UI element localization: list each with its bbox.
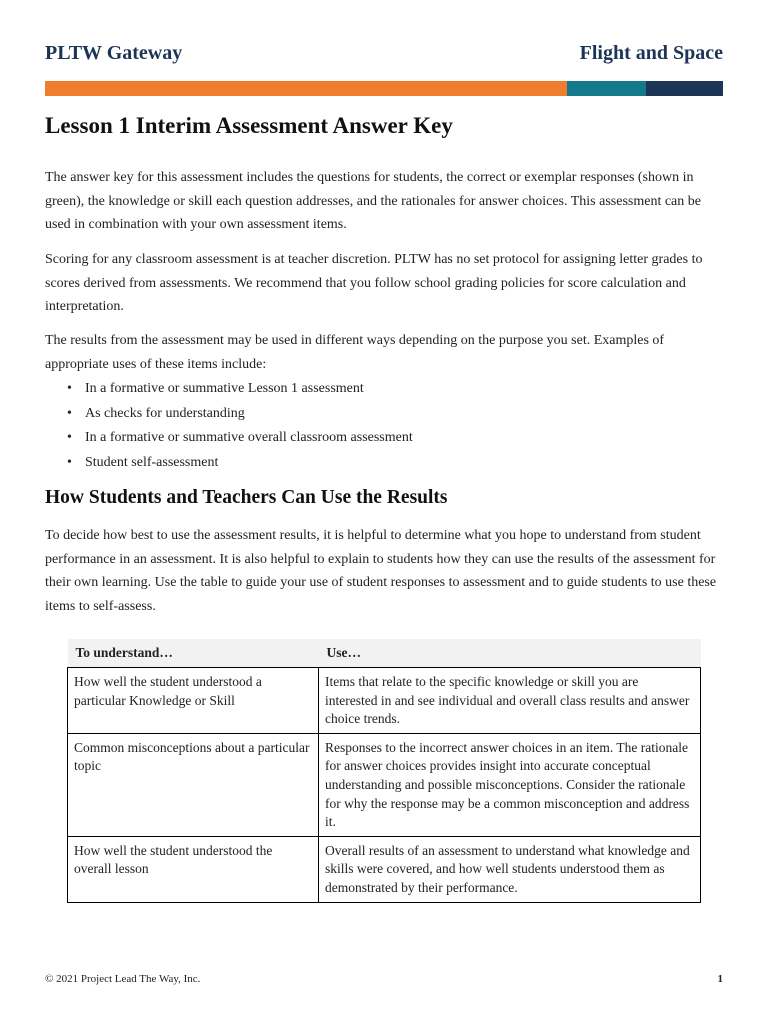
header-title-left: PLTW Gateway: [45, 42, 183, 64]
bullet-dot-icon: •: [67, 455, 72, 471]
intro-paragraph: The answer key for this assessment includes the questions for students, the correct or exemplar responses (shown in green), the knowledge or skill each question addresses, and the rationales for answer choices. This assessment can be used in combination with your own assessment items.: [45, 170, 701, 232]
table-header-cell: Use…: [319, 639, 701, 668]
document-title: Lesson 1 Interim Assessment Answer Key: [45, 113, 453, 138]
footer-copyright: © 2021 Project Lead The Way, Inc.: [45, 973, 201, 985]
header-color-bar: [45, 81, 723, 96]
table-cell: Common misconceptions about a particular topic: [68, 733, 319, 836]
bullet-item: [45, 402, 413, 427]
color-bar-orange-segment: [45, 81, 567, 96]
bullet-text: As checks for understanding: [85, 405, 245, 421]
bullet-dot-icon: •: [67, 430, 72, 446]
bullet-dot-icon: •: [67, 381, 72, 396]
bullet-text: In a formative or summative overall classroom assessment: [85, 430, 413, 446]
section-paragraph: To decide how best to use the assessment results, it is helpful to determine what you hope to understand from student performance in an assessment. It is also helpful to explain to students how they can use the results of the assessment for their own learning. Use the table to guide your use of student responses to assessment and to guide students to use these items to self-assess.: [45, 528, 717, 614]
header-title-right: Flight and Space: [579, 42, 723, 64]
table-header-cell: To understand…: [68, 639, 319, 668]
table-cell: Items that relate to the specific knowledge or skill you are interested in and see individual and overall class results and answer choice trends.: [319, 668, 701, 734]
table-cell: Overall results of an assessment to understand what knowledge and skills were covered, and how well students understood them as demonstrated by their performance.: [319, 836, 701, 902]
bullet-dot-icon: •: [67, 405, 72, 421]
bullet-item: [45, 451, 413, 476]
bullet-text: Student self-assessment: [85, 455, 219, 471]
results-paragraph: The results from the assessment may be used in different ways depending on the purpose you set. Examples of appropriate uses of these items include:: [45, 333, 665, 372]
table-row: [68, 733, 701, 836]
usage-table: [67, 639, 701, 903]
scoring-paragraph: Scoring for any classroom assessment is at teacher discretion. PLTW has no set protocol for assigning letter grades to scores derived from assessments. We recommend that you follow school grading policies for score calculation and interpretation.: [45, 252, 703, 314]
color-bar-teal-segment: [567, 81, 646, 96]
bullet-item: [45, 377, 413, 402]
color-bar-navy-segment: [646, 81, 723, 96]
footer-page-number: 1: [717, 973, 723, 985]
uses-bullet-list: [45, 377, 413, 476]
bullet-text: In a formative or summative Lesson 1 assessment: [85, 381, 364, 396]
table-row: [68, 836, 701, 902]
section-heading: How Students and Teachers Can Use the Results: [45, 487, 448, 508]
table-header-row: [68, 639, 701, 668]
table-cell: Responses to the incorrect answer choices in an item. The rationale for answer choices provides insight into accurate conceptual understanding and possible misconceptions. Consider the rationale for why the response may be a common misconception and address it.: [319, 733, 701, 836]
table-cell: How well the student understood the overall lesson: [68, 836, 319, 902]
bullet-item: [45, 426, 413, 451]
table-cell: How well the student understood a particular Knowledge or Skill: [68, 668, 319, 734]
table-row: [68, 668, 701, 734]
